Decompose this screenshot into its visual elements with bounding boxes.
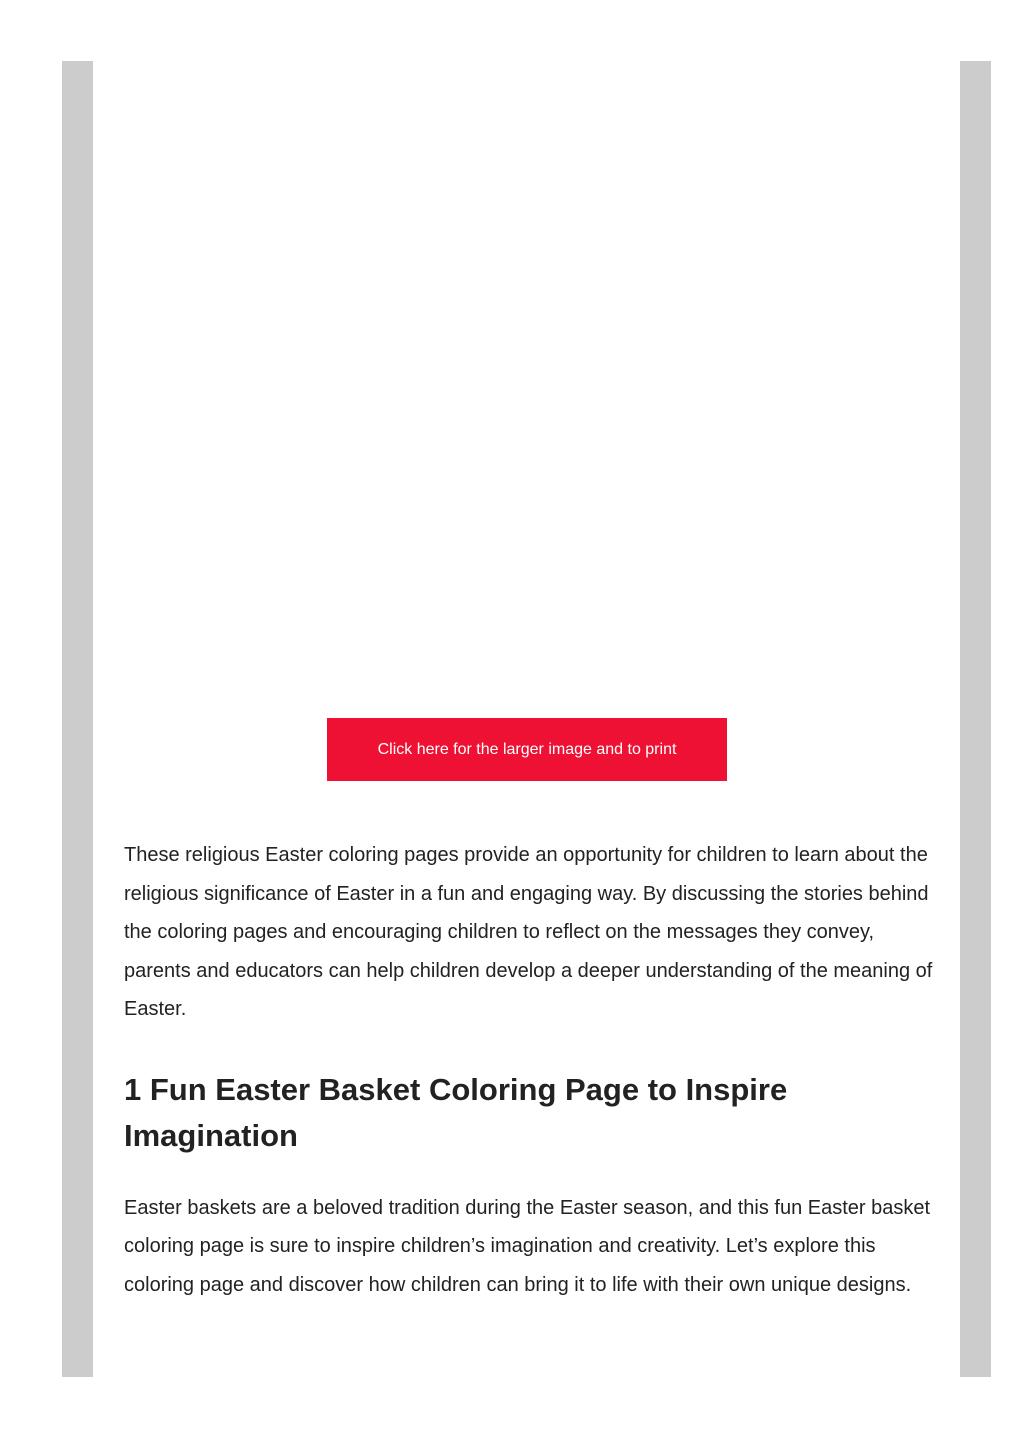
right-gutter-bar bbox=[960, 61, 991, 1377]
left-gutter-bar bbox=[62, 61, 93, 1377]
larger-image-print-button[interactable]: Click here for the larger image and to print bbox=[327, 718, 727, 781]
section-heading: 1 Fun Easter Basket Coloring Page to Inspire Imagination bbox=[124, 1071, 788, 1153]
intro-paragraph: These religious Easter coloring pages provide an opportunity for children to learn about the religious significance of Easter in a fun and engaging way. By discussing the stories behind the coloring pages and encouraging children to reflect on the messages they convey, parents and educators can help children develop a deeper understanding of the meaning of Easter. bbox=[124, 844, 933, 1020]
section-paragraph: Easter baskets are a beloved tradition during the Easter season, and this fun Easter basket coloring page is sure to inspire children’s imagination and creativity. Let’s explore this coloring page and discover how children can bring it to life with their own unique designs. bbox=[124, 1196, 931, 1296]
coloring-page-image-placeholder[interactable] bbox=[93, 61, 960, 701]
article-content bbox=[124, 836, 936, 1304]
